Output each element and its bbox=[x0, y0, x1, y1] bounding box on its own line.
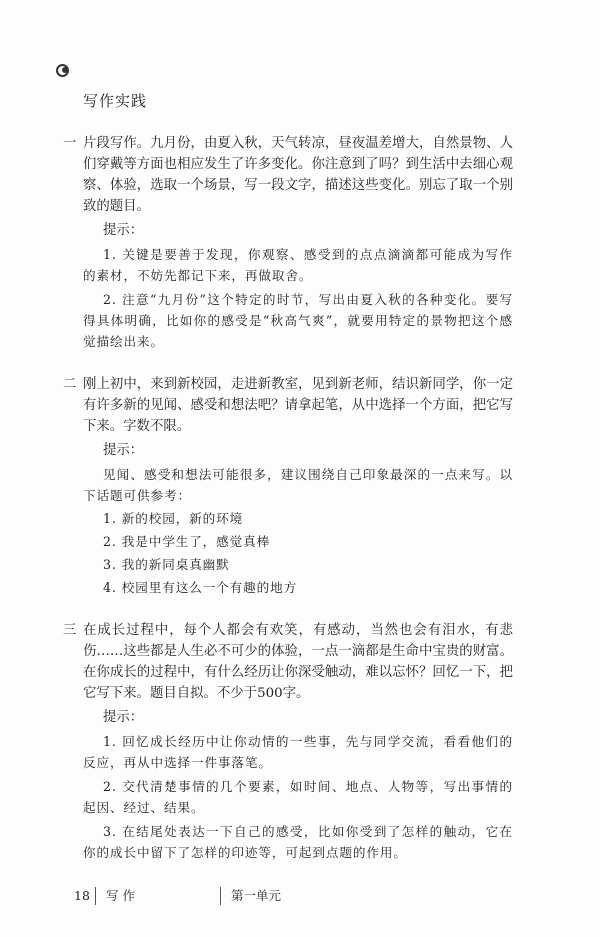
book-title: 写 作 bbox=[106, 888, 135, 903]
page-title: 写作实践 bbox=[83, 92, 148, 110]
section-number: 二 bbox=[63, 377, 77, 392]
topic-item: 4. 校园里有这么一个有趣的地方 bbox=[103, 580, 298, 595]
hint: 3. 在结尾处表达一下自己的感受，比如你受到了怎样的触动，它在你的成长中留下了怎样的印迹等，可起到点题的作用。 bbox=[83, 824, 513, 860]
hint: 1. 关键是要善于发现，你观察、感受到的点点滴滴都可能成为写作的素材，不妨先都记下来，再做取舍。 bbox=[83, 247, 513, 283]
section-number: 一 bbox=[63, 136, 77, 151]
footer bbox=[74, 887, 513, 907]
topic-item: 1. 新的校园，新的环境 bbox=[103, 511, 244, 526]
hint: 2. 注意“九月份”这个特定的时节，写出由夏入秋的各种变化。要写得具体明确，比如你的感受是“秋高气爽”，就要用特定的景物把这个感觉描绘出来。 bbox=[83, 292, 513, 349]
section-2 bbox=[63, 374, 513, 598]
hint: 见闻、感受和想法可能很多，建议围绕自己印象最深的一点来写。以下话题可供参考： bbox=[83, 467, 513, 503]
section-3 bbox=[63, 620, 513, 863]
topic-item: 3. 我的新同桌真幽默 bbox=[103, 557, 230, 572]
globe-icon bbox=[56, 64, 69, 77]
topic-item: 2. 我是中学生了，感觉真棒 bbox=[103, 534, 271, 549]
hint: 2. 交代清楚事情的几个要素，如时间、地点、人物等，写出事情的起因、经过、结果。 bbox=[83, 779, 513, 815]
section-text: 在成长过程中，每个人都会有欢笑，有感动，当然也会有泪水，有悲伤……这些都是人生必不可少的体验，一点一滴都是生命中宝贵的财富。在你成长的过程中，有什么经历让你深受触动，难以忘怀？回忆一下，把它写下来。题目自拟。不少于500字。 bbox=[83, 623, 513, 701]
footer-divider bbox=[95, 887, 96, 905]
section-number: 三 bbox=[63, 623, 77, 638]
footer-divider bbox=[220, 887, 221, 905]
section-text: 片段写作。九月份，由夏入秋，天气转凉，昼夜温差增大，自然景物、人们穿戴等方面也相应发生了许多变化。你注意到了吗？到生活中去细心观察、体验，选取一个场景，写一段文字，描述这些变化。别忘了取一个别致的题目。 bbox=[83, 136, 513, 214]
tip-label: 提示： bbox=[103, 443, 144, 458]
hint: 1. 回忆成长经历中让你动情的一些事，先与同学交流，看看他们的反应，再从中选择一件事落笔。 bbox=[83, 734, 513, 770]
tip-label: 提示： bbox=[103, 710, 144, 725]
page-number: 18 bbox=[74, 888, 90, 903]
section-1 bbox=[63, 133, 513, 352]
section-text: 刚上初中，来到新校园，走进新教室，见到新老师，结识新同学，你一定有许多新的见闻、感受和想法吧？请拿起笔，从中选择一个方面，把它写下来。字数不限。 bbox=[83, 377, 513, 434]
unit-title: 第一单元 bbox=[231, 888, 282, 903]
tip-label: 提示： bbox=[103, 223, 144, 238]
